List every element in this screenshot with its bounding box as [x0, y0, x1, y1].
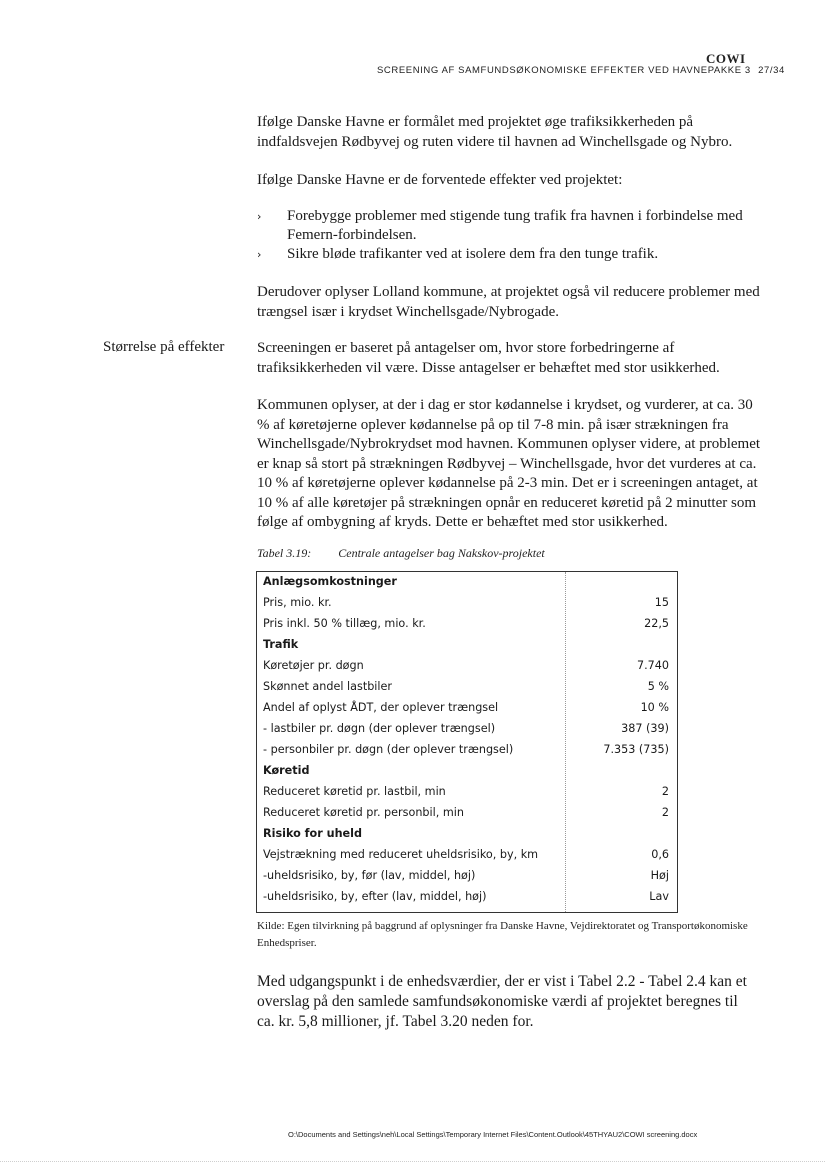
bullet-item [257, 245, 777, 265]
table-row-label: Skønnet andel lastbiler [263, 680, 393, 693]
table-row [257, 698, 677, 719]
paragraph-congestion: Derudover oplyser Lolland kommune, at projektet også vil reducere problemer med trængsel især i krydset Winchellsgade/Nybrogade. [257, 284, 760, 320]
bullet-marker: › [257, 210, 262, 223]
table-row-value: 22,5 [644, 617, 669, 630]
paragraph-assumptions: Screeningen er baseret på antagelser om, hvor store forbedringerne af trafiksikkerheden vil være. Disse antagelser er behæftet med stor usikkerhed. [257, 340, 720, 376]
table-row [257, 803, 677, 824]
paragraph-effects-intro: Ifølge Danske Havne er de forventede effekter ved projektet: [257, 172, 623, 188]
table-row [257, 782, 677, 803]
table-row-value: Lav [649, 890, 669, 903]
table-row [257, 614, 677, 635]
table-row-value: 7.740 [636, 659, 669, 672]
table-row-label: Risiko for uheld [263, 827, 362, 840]
table-number: Tabel 3.19: [257, 546, 312, 560]
scan-edge-line [0, 1161, 825, 1162]
table-row [257, 866, 677, 887]
table-row [257, 593, 677, 614]
table-row-label: Køretid [263, 764, 310, 777]
company-logo: COWI [706, 51, 746, 66]
table-row-label: -uheldsrisiko, by, efter (lav, middel, høj) [263, 890, 487, 903]
paragraph-purpose: Ifølge Danske Havne er formålet med projektet øge trafiksikkerheden på indfaldsvejen Rødbyvej og ruten videre til havnen ad Winchellsgade og Nybro. [257, 114, 733, 150]
table-row [257, 740, 677, 761]
table-row-label: Pris, mio. kr. [263, 596, 332, 609]
table-row-label: Trafik [263, 638, 299, 651]
file-path-footer: O:\Documents and Settings\neh\Local Settings\Temporary Internet Files\Content.Outlook\45THYAU2\COWI screening.docx [288, 1130, 698, 1139]
table-caption [257, 546, 545, 561]
table-row-value: 2 [661, 785, 669, 798]
assumptions-table [256, 571, 678, 913]
running-header [377, 65, 785, 76]
paragraph-conclusion: Med udgangspunkt i de enhedsværdier, der er vist i Tabel 2.2 - Tabel 2.4 kan et overslag på den samlede samfundsøkonomiske værdi af projektet beregnes til ca. kr. 5,8 millioner, jf. Tabel 3.20 neden for. [257, 973, 747, 1030]
table-row-value: Høj [650, 869, 669, 882]
table-row-value: 387 (39) [621, 722, 669, 735]
table-row-value: 10 % [640, 701, 669, 714]
table-row-value: 7.353 (735) [603, 743, 669, 756]
table-section-header [257, 572, 677, 593]
table-row-label: Pris inkl. 50 % tillæg, mio. kr. [263, 617, 426, 630]
table-row [257, 845, 677, 866]
table-row-label: Anlægsomkostninger [263, 575, 397, 588]
table-section-header [257, 824, 677, 845]
table-row-label: Reduceret køretid pr. personbil, min [263, 806, 464, 819]
table-row-label: - lastbiler pr. døgn (der oplever trængsel) [263, 722, 496, 735]
table-row [257, 887, 677, 908]
paragraph-municipality: Kommunen oplyser, at der i dag er stor kødannelse i krydset, og vurderer, at ca. 30 % af køretøjerne oplever kødannelse på op til 7-8 min. på især strækningen fra Winchellsgade/Nybrokrydset mod havnen. Kommunen oplyser videre, at problemet er knap så stort på strækningen Rødbyvej – Winchellsgade, hvor det vurderes at ca. 10 % af køretøjerne oplever kødannelse på 2-3 min. Det er i screeningen antaget, at 10 % af alle køretøjer på strækningen opnår en reduceret køretid på 2 minutter som følge af ombygning af kryds. Dette er behæftet med stor usikkerhed. [257, 397, 761, 530]
bullet-item [257, 207, 777, 247]
table-row-value: 5 % [647, 680, 669, 693]
table-row-value: 15 [654, 596, 669, 609]
table-row-value: 2 [661, 806, 669, 819]
table-row [257, 656, 677, 677]
table-section-header [257, 635, 677, 656]
table-section-header [257, 761, 677, 782]
table-row-label: Andel af oplyst ÅDT, der oplever trængsel [263, 701, 499, 714]
bullet-marker: › [257, 248, 262, 261]
table-row [257, 677, 677, 698]
table-row-label: - personbiler pr. døgn (der oplever trængsel) [263, 743, 514, 756]
table-source: Kilde: Egen tilvirkning på baggrund af oplysninger fra Danske Havne, Vejdirektoratet og Transportøkonomiske Enhedspriser. [257, 920, 748, 949]
table-row-value: 0,6 [651, 848, 669, 861]
side-heading: Størrelse på effekter [103, 339, 225, 355]
running-title: SCREENING AF SAMFUNDSØKONOMISKE EFFEKTER VED HAVNEPAKKE 3 [377, 65, 751, 76]
table-row-label: Reduceret køretid pr. lastbil, min [263, 785, 446, 798]
table-row-label: -uheldsrisiko, by, før (lav, middel, høj) [263, 869, 476, 882]
table-row [257, 719, 677, 740]
bullet-text: Sikre bløde trafikanter ved at isolere dem fra den tunge trafik. [287, 246, 659, 262]
table-row-label: Køretøjer pr. døgn [263, 659, 364, 672]
table-row-label: Vejstrækning med reduceret uheldsrisiko, by, km [263, 848, 539, 861]
table-title: Centrale antagelser bag Nakskov-projektet [338, 546, 545, 560]
bullet-text: Forebygge problemer med stigende tung trafik fra havnen i forbindelse med Femern-forbindelsen. [287, 208, 743, 243]
page-number: 27/34 [758, 65, 785, 76]
